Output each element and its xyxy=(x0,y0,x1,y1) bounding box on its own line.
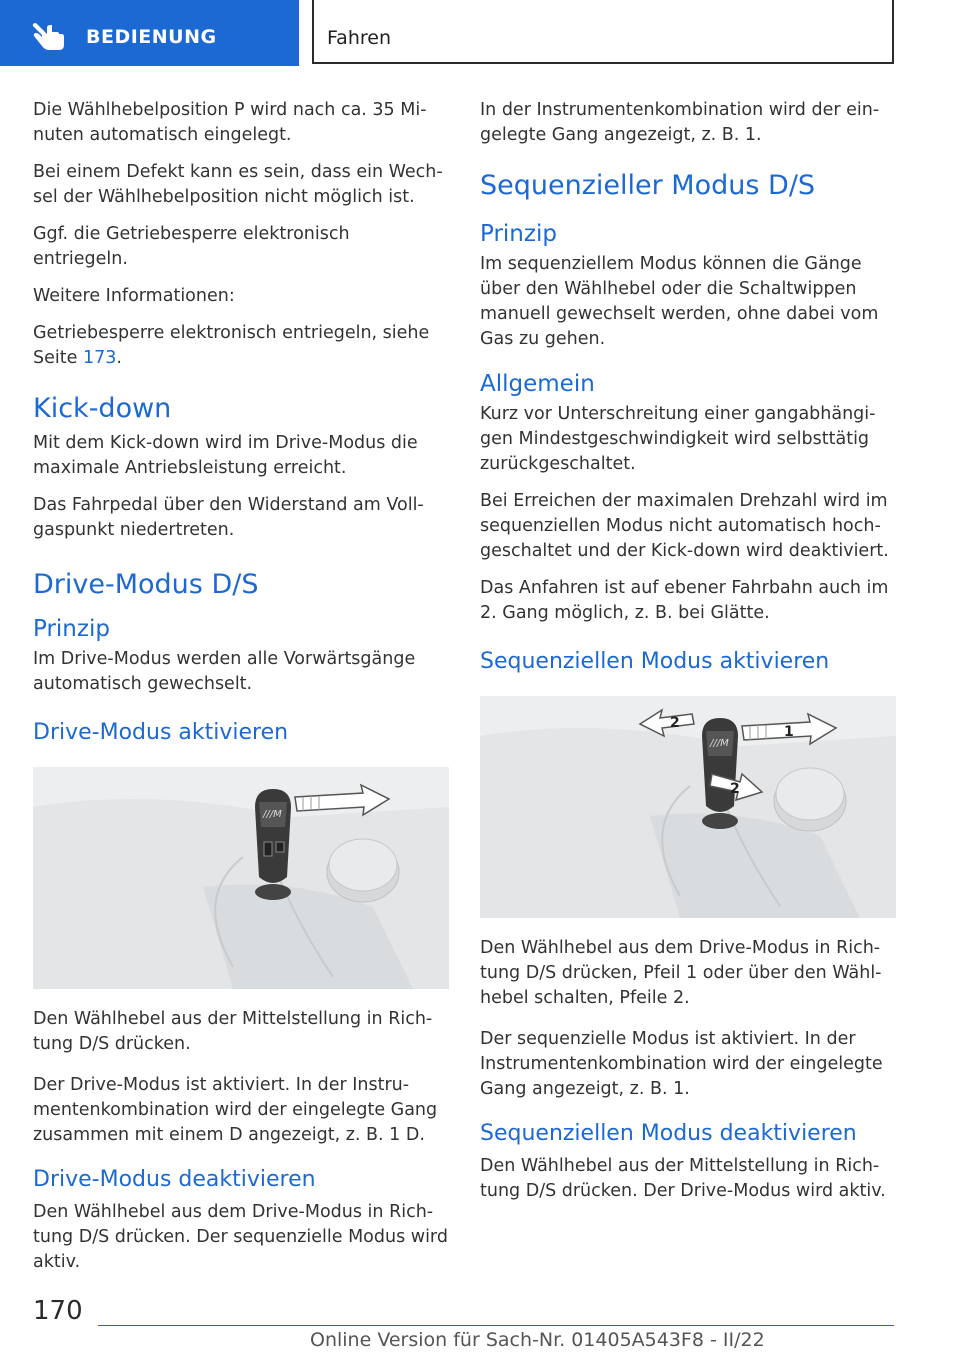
paragraph: Den Wählhebel aus dem Drive-Modus in Rich-tung D/S drücken. Der sequenzielle Modus wird aktiv. xyxy=(33,1202,448,1272)
paragraph: Die Wählhebelposition P wird nach ca. 35 Mi-nuten automatisch eingelegt. xyxy=(33,100,427,145)
chapter-label: Fahren xyxy=(327,27,391,49)
arrow-2-bottom-label: 2 xyxy=(730,781,740,797)
paragraph: Das Anfahren ist auf ebener Fahrbahn auch im 2. Gang möglich, z. B. bei Glätte. xyxy=(480,578,889,623)
footer-divider xyxy=(98,1325,894,1326)
arrow-1-label: 1 xyxy=(784,724,794,740)
pointing-hand-icon xyxy=(30,19,70,53)
drive-activate-heading: Drive-Modus aktivieren xyxy=(33,720,289,745)
page-reference-link[interactable]: 173 xyxy=(82,348,117,368)
paragraph: Bei einem Defekt kann es sein, dass ein Wech-sel der Wählhebelposition nicht möglich ist. xyxy=(33,162,443,207)
paragraph: Ggf. die Getriebesperre elektronisch entriegeln. xyxy=(33,224,350,269)
paragraph: Mit dem Kick-down wird im Drive-Modus die maximale Antriebsleistung erreicht. xyxy=(33,433,418,478)
gear-selector-drawing xyxy=(33,767,449,989)
sequential-mode-heading: Sequenzieller Modus D/S xyxy=(480,170,816,201)
paragraph: Kurz vor Unterschreitung einer gangabhängi-gen Mindestgeschwindigkeit wird selbsttätig zurückgeschaltet. xyxy=(480,404,876,474)
chapter-header xyxy=(312,0,894,64)
right-column xyxy=(480,98,896,1216)
reference-end: . xyxy=(116,348,122,368)
paragraph: In der Instrumentenkombination wird der ein-gelegte Gang angezeigt, z. B. 1. xyxy=(480,100,880,145)
footer-text: Online Version für Sach-Nr. 01405A543F8 - II/22 xyxy=(310,1329,765,1351)
section-label: BEDIENUNG xyxy=(86,26,217,48)
kickdown-heading: Kick-down xyxy=(33,393,172,424)
reference-text: Getriebesperre elektronisch entriegeln, siehe Seite xyxy=(33,323,430,368)
paragraph: Im sequenziellem Modus können die Gänge über den Wählhebel oder die Schaltwippen manuell gewechselt werden, ohne dabei vom Gas zu gehen. xyxy=(480,254,879,349)
gear-selector-illustration-drive xyxy=(33,767,449,989)
left-column xyxy=(33,98,449,1287)
paragraph-with-reference xyxy=(33,321,449,371)
paragraph: Den Wählhebel aus dem Drive-Modus in Rich-tung D/S drücken, Pfeil 1 oder über den Wähl-hebel schalten, Pfeile 2. xyxy=(480,938,882,1008)
sequential-deactivate-heading: Sequenziellen Modus deaktivieren xyxy=(480,1121,857,1146)
svg-text:///M: ///M xyxy=(263,809,282,820)
drive-deactivate-heading: Drive-Modus deaktivieren xyxy=(33,1167,316,1192)
paragraph: Den Wählhebel aus der Mittelstellung in Rich-tung D/S drücken. xyxy=(33,1009,433,1054)
paragraph: Den Wählhebel aus der Mittelstellung in Rich-tung D/S drücken. Der Drive-Modus wird aktiv. xyxy=(480,1156,886,1201)
paragraph: Im Drive-Modus werden alle Vorwärtsgänge automatisch gewechselt. xyxy=(33,649,416,694)
sequential-general-heading: Allgemein xyxy=(480,371,595,397)
paragraph: Das Fahrpedal über den Widerstand am Voll-gaspunkt niedertreten. xyxy=(33,495,424,540)
section-tab[interactable] xyxy=(0,0,299,66)
paragraph: Der sequenzielle Modus ist aktiviert. In der Instrumentenkombination wird der eingelegte Gang angezeigt, z. B. 1. xyxy=(480,1029,883,1099)
sequential-activate-heading: Sequenziellen Modus aktivieren xyxy=(480,649,830,674)
gear-selector-drawing-sequential xyxy=(480,696,896,918)
paragraph: Weitere Informationen: xyxy=(33,286,235,306)
arrow-2-top-label: 2 xyxy=(670,715,680,731)
paragraph: Bei Erreichen der maximalen Drehzahl wird im sequenziellen Modus nicht automatisch hoch-geschaltet und der Kick-down wird deaktiviert. xyxy=(480,491,889,561)
paragraph: Der Drive-Modus ist aktiviert. In der Instru-mentenkombination wird der eingelegte Gang zusammen mit einem D angezeigt, z. B. 1 D. xyxy=(33,1075,438,1145)
gear-selector-illustration-sequential xyxy=(480,696,896,918)
svg-text:///M: ///M xyxy=(710,738,729,749)
drive-mode-heading: Drive-Modus D/S xyxy=(33,569,259,600)
sequential-principle-heading: Prinzip xyxy=(480,221,557,247)
drive-principle-heading: Prinzip xyxy=(33,616,110,642)
page-number: 170 xyxy=(33,1296,83,1326)
